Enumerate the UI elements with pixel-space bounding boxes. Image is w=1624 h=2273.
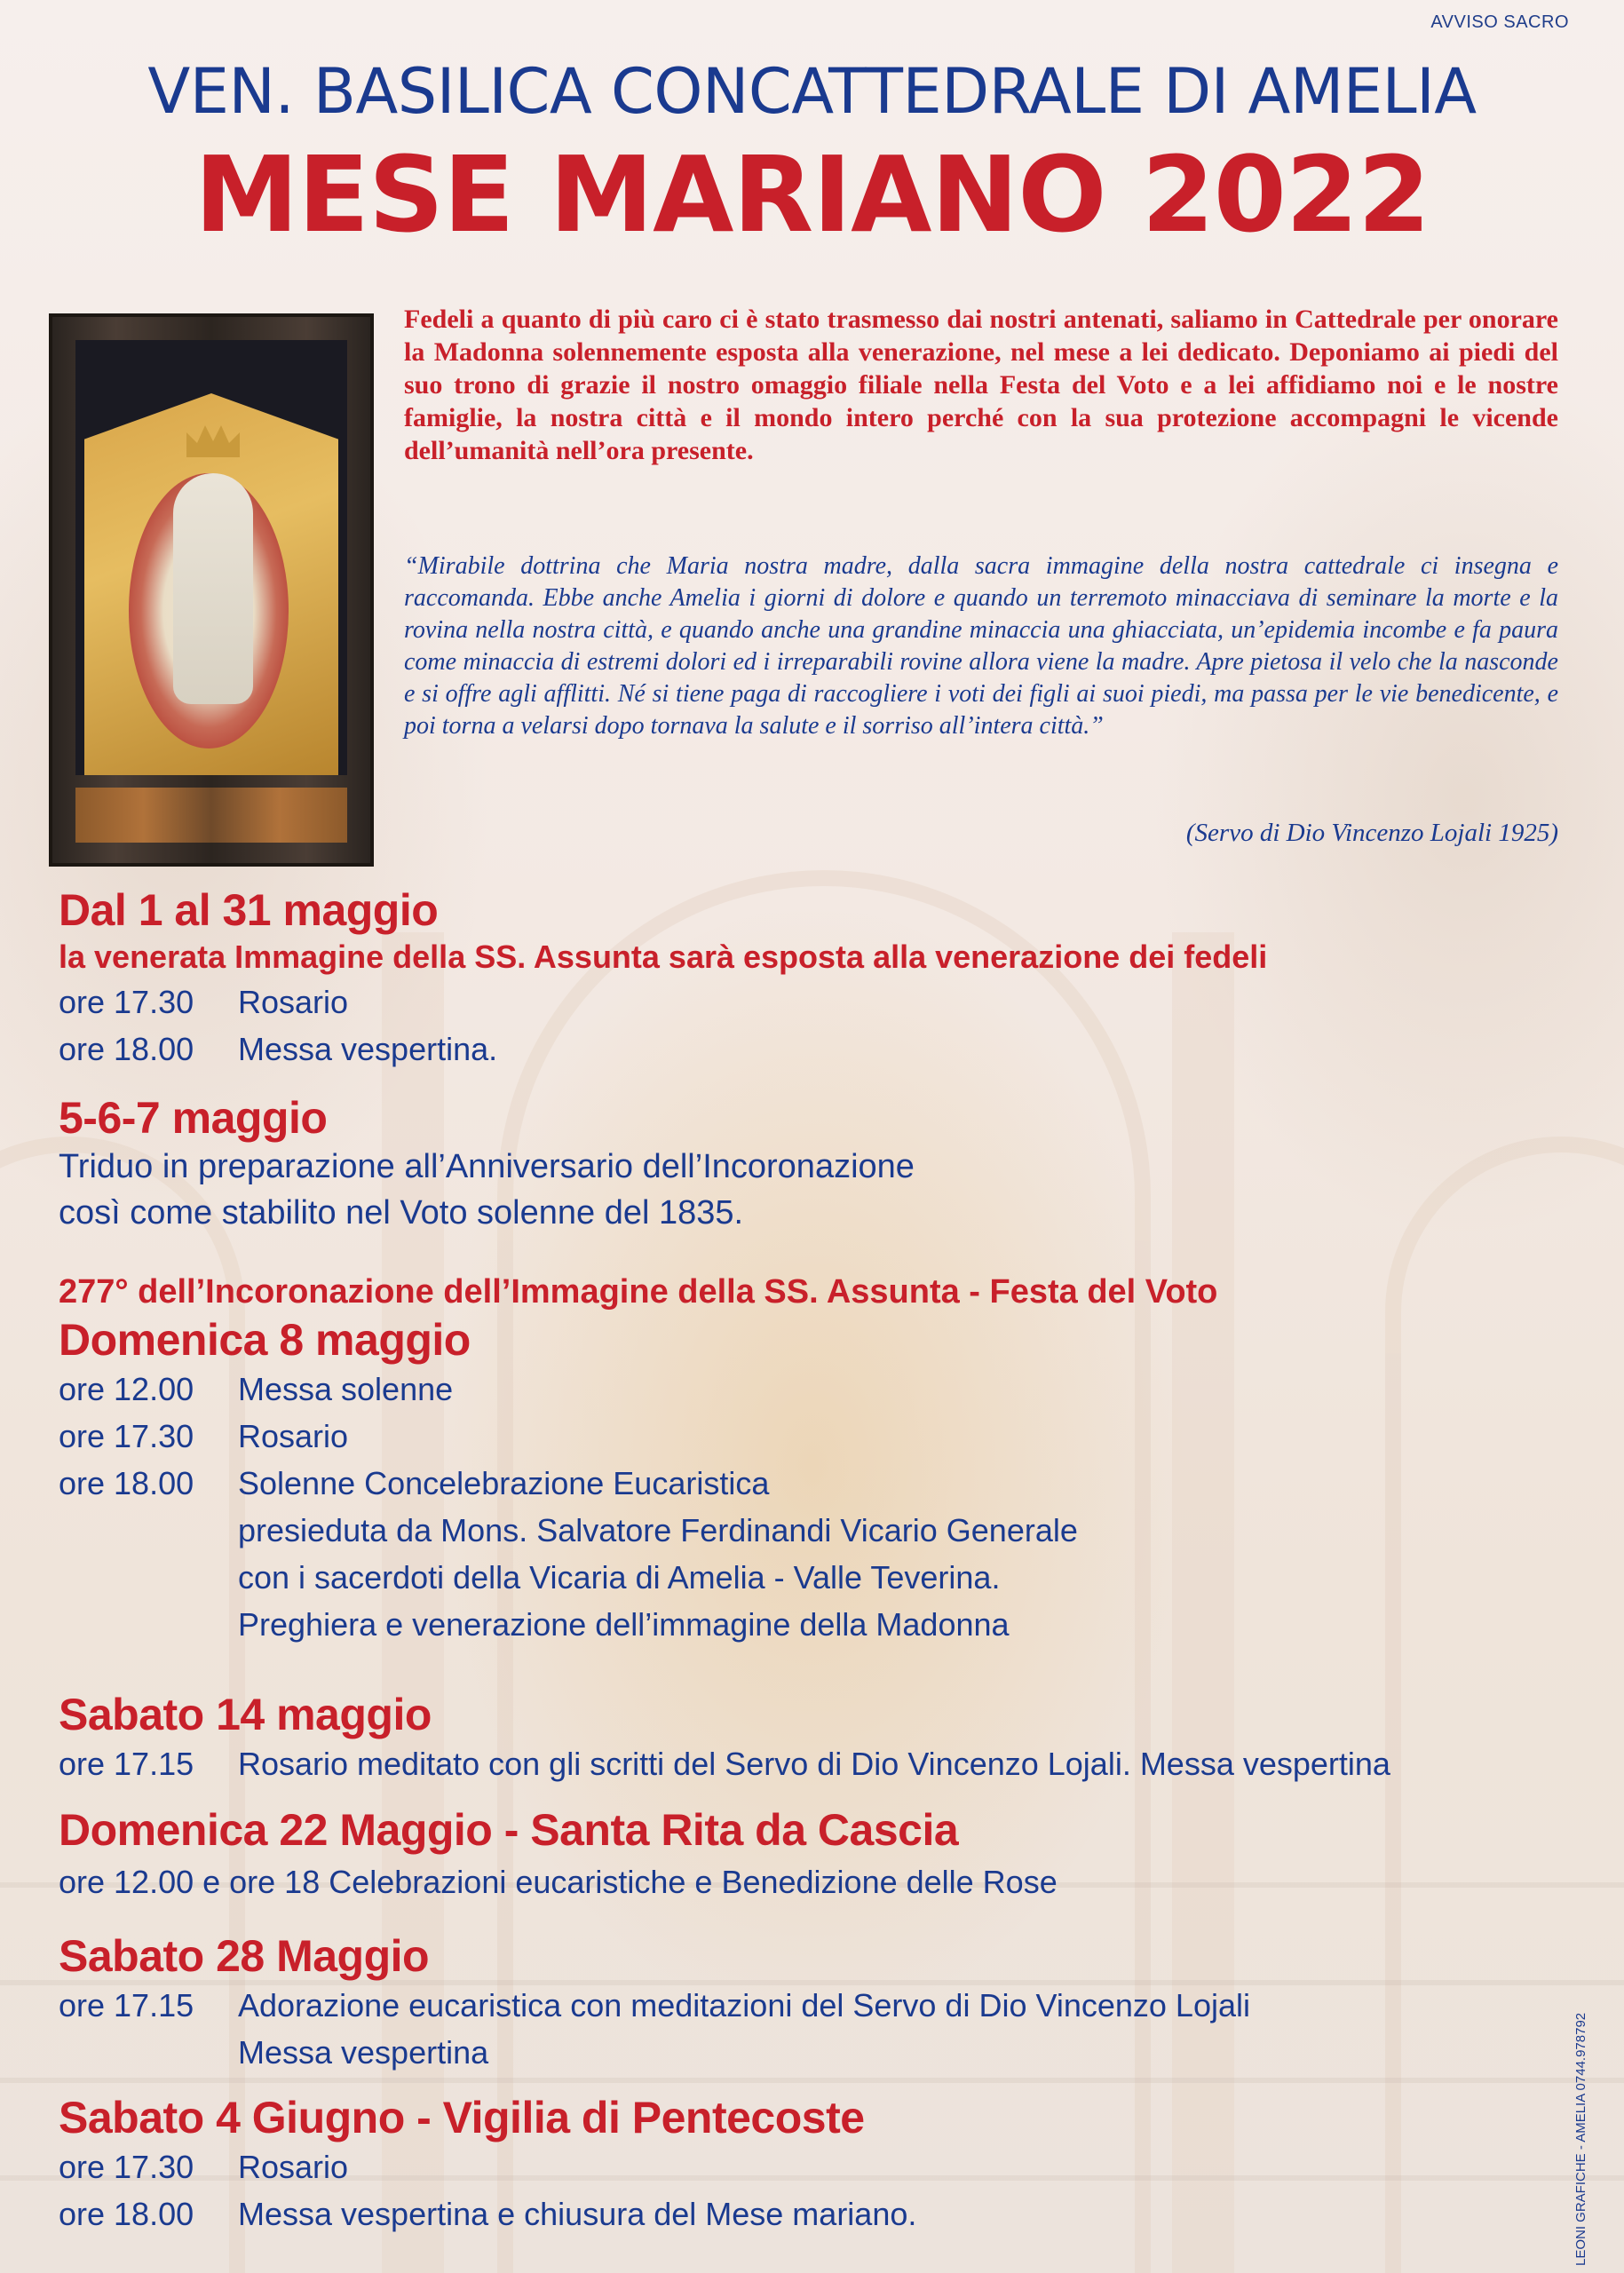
schedule-description: Messa vespertina e chiusura del Mese mariano. <box>238 2196 917 2232</box>
schedule-description: Adorazione eucaristica con meditazioni del Servo di Dio Vincenzo Lojali <box>238 1987 1250 2024</box>
schedule-row <box>59 2190 1568 2237</box>
section-sabato-28 <box>59 1930 1568 2076</box>
schedule-description: Rosario meditato con gli scritti del Servo di Dio Vincenzo Lojali. Messa vespertina <box>238 1746 1390 1782</box>
section-triduo <box>59 1092 1568 1236</box>
schedule-row <box>59 1366 1568 1413</box>
church-name: VEN. BASILICA CONCATTEDRALE DI AMELIA <box>147 55 1477 128</box>
schedule-description: Rosario <box>238 1418 349 1454</box>
section-heading: Domenica 22 Maggio - Santa Rita da Cascia <box>59 1805 959 1855</box>
section-sabato-14 <box>59 1689 1568 1787</box>
schedule-description: Messa vespertina. <box>238 1031 498 1067</box>
section-heading: Sabato 4 Giugno - Vigilia di Pentecoste <box>59 2093 865 2142</box>
section-heading: Sabato 28 Maggio <box>59 1931 430 1981</box>
painting-panel <box>75 340 347 775</box>
section-santa-rita <box>59 1804 1568 1909</box>
section-may-exposition <box>59 884 1568 1073</box>
section-heading: Dal 1 al 31 maggio <box>59 885 439 935</box>
section-pentecoste <box>59 2092 1568 2237</box>
schedule-time: ore 17.15 <box>59 1746 194 1782</box>
poster-title: MESE MARIANO 2022 <box>194 133 1430 256</box>
section-text-line: Triduo in preparazione all’Anniversario dell’Incoronazione <box>59 1148 915 1185</box>
schedule-row <box>59 978 1568 1026</box>
schedule-time: ore 18.00 <box>59 1031 194 1067</box>
schedule-time: ore 17.30 <box>59 2149 194 2185</box>
printer-credit <box>1570 2012 1596 2266</box>
schedule-time: ore 18.00 <box>59 1465 194 1501</box>
schedule-time: ore 18.00 <box>59 2196 194 2232</box>
schedule-continuation: Messa vespertina <box>238 2034 489 2071</box>
section-subtitle: la venerata Immagine della SS. Assunta sarà esposta alla venerazione dei fedeli <box>59 939 1268 975</box>
intro-paragraph: Fedeli a quanto di più caro ci è stato trasmesso dai nostri antenati, saliamo in Cattedrale per onorare la Madonna solennemente esposta alla venerazione, nel mese a lei dedicato. Deponiamo ai piedi del suo trono di grazie il nostro omaggio filiale nella Festa del Voto e a lei affidiamo noi e le nostre famiglie, la nostra città e il mondo intero perché con la sua protezione accompagni le vicende dell’umanità nell’ora presente. <box>404 305 1558 465</box>
section-heading: Domenica 8 maggio <box>59 1315 471 1365</box>
section-festa-del-voto <box>59 1270 1568 1648</box>
schedule-continuation: presieduta da Mons. Salvatore Ferdinandi Vicario Generale <box>238 1512 1078 1548</box>
schedule-row <box>59 1740 1568 1787</box>
schedule-time: ore 17.30 <box>59 1418 194 1454</box>
schedule-time: ore 12.00 <box>59 1371 194 1407</box>
schedule-row <box>59 1026 1568 1073</box>
schedule-row <box>59 2143 1568 2190</box>
section-text-line: così come stabilito nel Voto solenne del 1835. <box>59 1194 744 1232</box>
schedule-continuation: Preghiera e venerazione dell’immagine della Madonna <box>238 1606 1010 1643</box>
background-floor-line <box>0 2078 1624 2083</box>
section-subtitle: 277° dell’Incoronazione dell’Immagine della SS. Assunta - Festa del Voto <box>59 1273 1218 1311</box>
painting-predella <box>75 788 347 843</box>
section-heading: Sabato 14 maggio <box>59 1690 432 1739</box>
quote-paragraph: “Mirabile dottrina che Maria nostra madre, dalla sacra immagine della nostra cattedrale ci insegna e raccomanda. Ebbe anche Amelia i giorni di dolore e quando un terremoto minacciava di seminare la morte e la rovina nella nostra città, e quando anche una grandine minaccia una ghiacciata, un’epidemia incombe e fa paura come minaccia di estremi dolori ed i irreparabili rovine allora viene la madre. Apre pietosa il velo che la nasconde e si offre agli afflitti. Né si tiene paga di raccogliere i voti dei figli ai suoi piedi, ma passa per le vie benedicente, e poi torna a velarsi dopo tornava la salute e il sorriso all’intera città.” <box>404 552 1558 740</box>
madonna-painting <box>49 313 374 867</box>
schedule-description: Solenne Concelebrazione Eucaristica <box>238 1465 770 1501</box>
schedule-description: Rosario <box>238 984 349 1020</box>
schedule-continuation: con i sacerdoti della Vicaria di Amelia - Valle Teverina. <box>238 1559 1001 1596</box>
schedule-time: ore 17.15 <box>59 1987 194 2024</box>
painting-madonna-figure <box>173 473 253 704</box>
schedule-row <box>59 1982 1568 2029</box>
schedule-description: Messa solenne <box>238 1371 454 1407</box>
notice-tag: AVVISO SACRO <box>1430 12 1569 32</box>
schedule-row <box>59 1460 1568 1507</box>
schedule-row <box>59 1413 1568 1460</box>
schedule-description: Rosario <box>238 2149 349 2185</box>
quote-citation: (Servo di Dio Vincenzo Lojali 1925) <box>1185 819 1558 847</box>
section-text-line: ore 12.00 e ore 18 Celebrazioni eucaristiche e Benedizione delle Rose <box>59 1864 1058 1900</box>
schedule-time: ore 17.30 <box>59 984 194 1020</box>
printer-credit-text: LEONI GRAFICHE - AMELIA 0744.978792 <box>1573 2012 1588 2266</box>
section-heading: 5-6-7 maggio <box>59 1093 328 1143</box>
